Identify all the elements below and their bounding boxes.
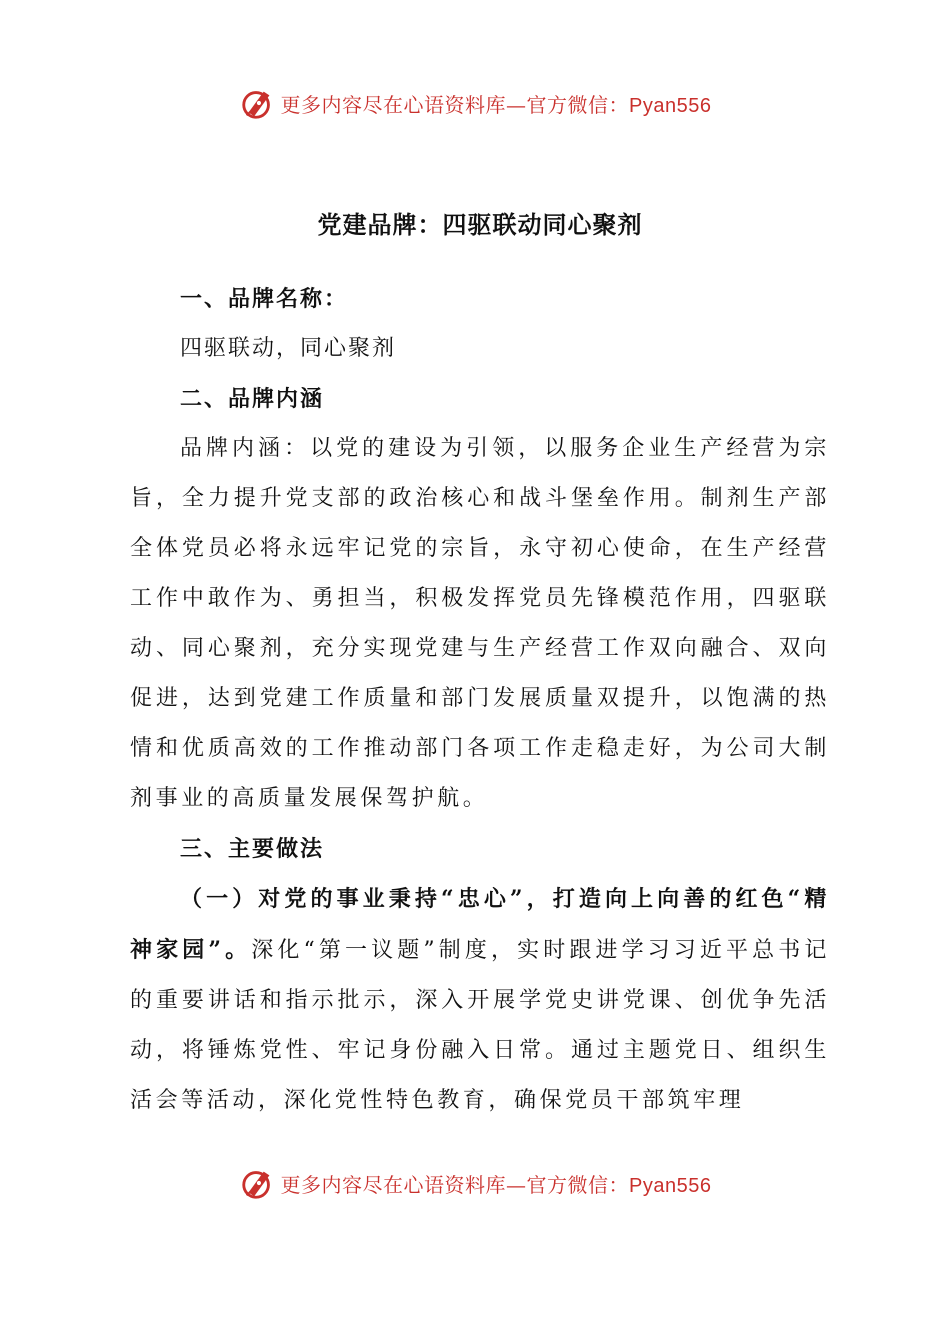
practice-1-bold-lead: （一）对党的事业秉持“忠心”，打造向上向善的红色“精神家园”。: [130, 886, 830, 963]
document-title: 党建品牌：四驱联动同心聚剂: [317, 210, 643, 239]
header-watermark: [0, 80, 950, 126]
watermark-wechat-id: Pyan556: [629, 1174, 712, 1197]
section-heading-main-practices: 三、主要做法: [180, 836, 325, 862]
watermark-slogan: 更多内容尽在心语资料库—官方微信：: [280, 92, 630, 117]
watermark-wechat-id: Pyan556: [629, 94, 712, 117]
watermark-text: [281, 89, 712, 118]
practice-1-body: 深化“第一议题”制度，实时跟进学习习近平总书记的重要讲话和指示批示，深入开展学党史讲党课、创优争先活动，将锤炼党性、牢记身份融入日常。通过主题党日、组织生活会等活动，深化党性特色教育，确保党员干部筑牢理: [130, 938, 831, 1113]
document-body: [130, 200, 830, 1126]
footer-watermark: [0, 1160, 950, 1206]
brand-connotation-paragraph: 品牌内涵：以党的建设为引领，以服务企业生产经营为宗旨，全力提升党支部的政治核心和战斗堡垒作用。制剂生产部全体党员必将永远牢记党的宗旨，永守初心使命，在生产经营工作中敢作为、勇担当，积极发挥党员先锋模范作用，四驱联动、同心聚剂，充分实现党建与生产经营工作双向融合、双向促进，达到党建工作质量和部门发展质量双提升，以饱满的热情和优质高效的工作推动部门各项工作走稳走好，为公司大制剂事业的高质量发展保驾护航。: [130, 436, 830, 811]
watermark-text: [281, 1169, 712, 1198]
watermark-slogan: 更多内容尽在心语资料库—官方微信：: [280, 1172, 630, 1197]
brand-name-text: 四驱联动，同心聚剂: [180, 336, 397, 361]
section-heading-brand-name: 一、品牌名称：: [180, 286, 349, 312]
practice-paragraph-1: [130, 874, 830, 1126]
section-heading-brand-connotation: 二、品牌内涵: [180, 386, 325, 412]
pen-nib-logo-icon: [239, 1164, 277, 1202]
pen-nib-logo-icon: [239, 84, 277, 122]
